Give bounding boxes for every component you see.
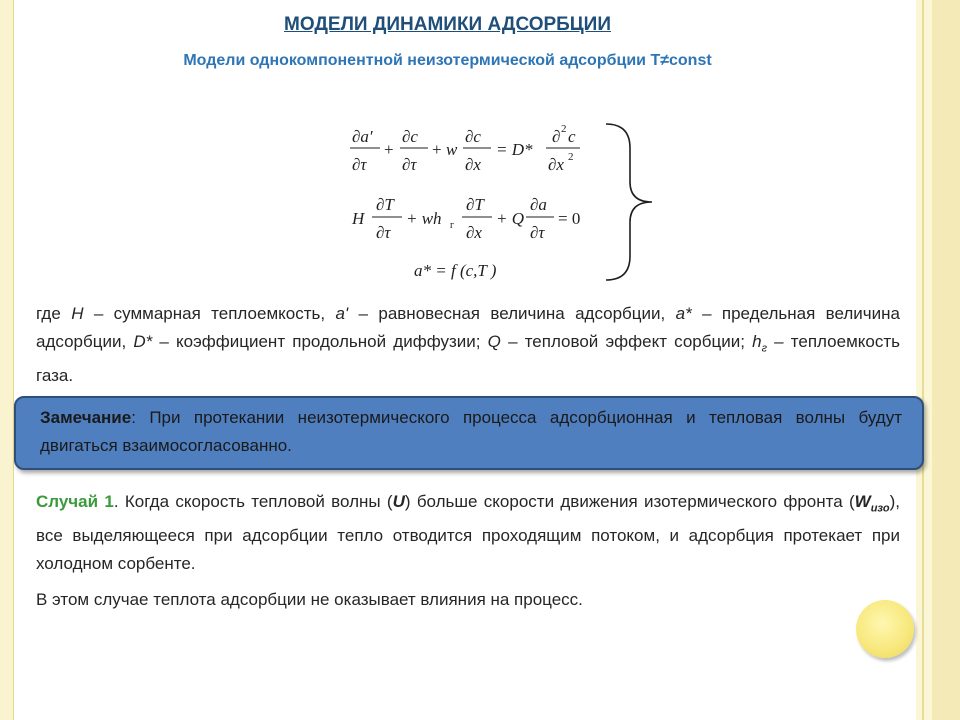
var-a-prime: a' xyxy=(335,304,349,323)
eq1-term2-denominator: ∂τ xyxy=(402,155,417,174)
var-a-star: a* xyxy=(675,304,692,323)
eq1-plus1: + xyxy=(384,140,394,159)
eq2-plus-Q: + Q xyxy=(496,209,524,228)
eq2-equals-zero: = 0 xyxy=(558,209,581,228)
var-H: H xyxy=(71,304,84,323)
eq1-equals-d: = D* xyxy=(496,140,533,159)
eq2-term2-numerator: ∂T xyxy=(466,195,484,214)
note-box xyxy=(14,396,924,470)
variables-description: где H – суммарная теплоемкость, a' – равновесная величина адсорбции, a* – предельная величина адсорбции, D* – коэффициент продольной диффузии; Q – тепловой эффект сорбции; $h_г$ – теплоемкость газа. xyxy=(36,304,900,386)
var-U: U xyxy=(392,492,405,511)
eq1-term4-sup: 2 xyxy=(561,123,567,135)
conclusion-text: В этом случае теплота адсорбции не оказывает влияния на процесс. xyxy=(36,590,583,609)
eq2-term1-numerator: ∂T xyxy=(376,195,394,214)
case-1-label: Случай 1 xyxy=(36,492,114,511)
case-1-paragraph: Случай 1. Когда скорость тепловой волны (U) больше скорости движения изотермического фронта $(W_{изо})$, все выделяющееся при адсорбции тепло отводится проходящим потоком, и адсорбция протекает при холодном сорбенте. xyxy=(36,492,900,574)
eq1-term4-denominator: ∂x xyxy=(548,155,564,174)
eq1-term4-c: c xyxy=(568,127,576,146)
decorative-circle xyxy=(856,600,914,658)
right-frame-border xyxy=(916,0,960,720)
eq1-term4-den-sup: 2 xyxy=(568,151,574,163)
note-text: Замечание: При протекании неизотермического процесса адсорбционная и тепловая волны будут двигаться взаимосогласованно. xyxy=(40,408,902,455)
eq2-term3-denominator: ∂τ xyxy=(530,223,545,242)
equation-system xyxy=(340,118,670,288)
eq1-term1-denominator: ∂τ xyxy=(352,155,367,174)
var-Q: Q xyxy=(487,332,501,351)
eq2-plus-wh: + wh xyxy=(406,209,442,228)
page-subtitle: Модели однокомпонентной неизотермической адсорбции T≠const xyxy=(183,52,712,69)
eq1-term3-numerator: ∂c xyxy=(465,127,481,146)
eq1-w: w xyxy=(446,140,458,159)
note-label: Замечание xyxy=(40,408,132,427)
eq1-term4-partial: ∂ xyxy=(552,127,561,146)
eq2-sub-g: г xyxy=(450,220,455,231)
eq2-H: H xyxy=(352,209,365,228)
eq2-term1-denominator: ∂τ xyxy=(376,223,391,242)
page-title: МОДЕЛИ ДИНАМИКИ АДСОРБЦИИ xyxy=(284,14,611,35)
var-W: W xyxy=(854,492,871,511)
equation-3: a* = f (c,T ) xyxy=(414,261,497,280)
var-h-sub: г xyxy=(761,342,768,355)
equation-2 xyxy=(351,195,580,242)
eq1-term2-numerator: ∂c xyxy=(402,127,418,146)
var-W-sub: изо xyxy=(870,502,890,515)
var-h: h xyxy=(752,332,762,351)
eq1-term1-numerator: ∂a′ xyxy=(352,127,373,146)
eq1-term3-denominator: ∂x xyxy=(465,155,481,174)
eq1-plus2: + xyxy=(432,140,442,159)
eq2-term3-numerator: ∂a xyxy=(530,195,547,214)
eq2-term2-denominator: ∂x xyxy=(466,223,482,242)
equation-1 xyxy=(350,123,580,174)
system-brace xyxy=(606,124,652,280)
left-frame-border xyxy=(0,0,14,720)
var-D-star: D* xyxy=(133,332,153,351)
